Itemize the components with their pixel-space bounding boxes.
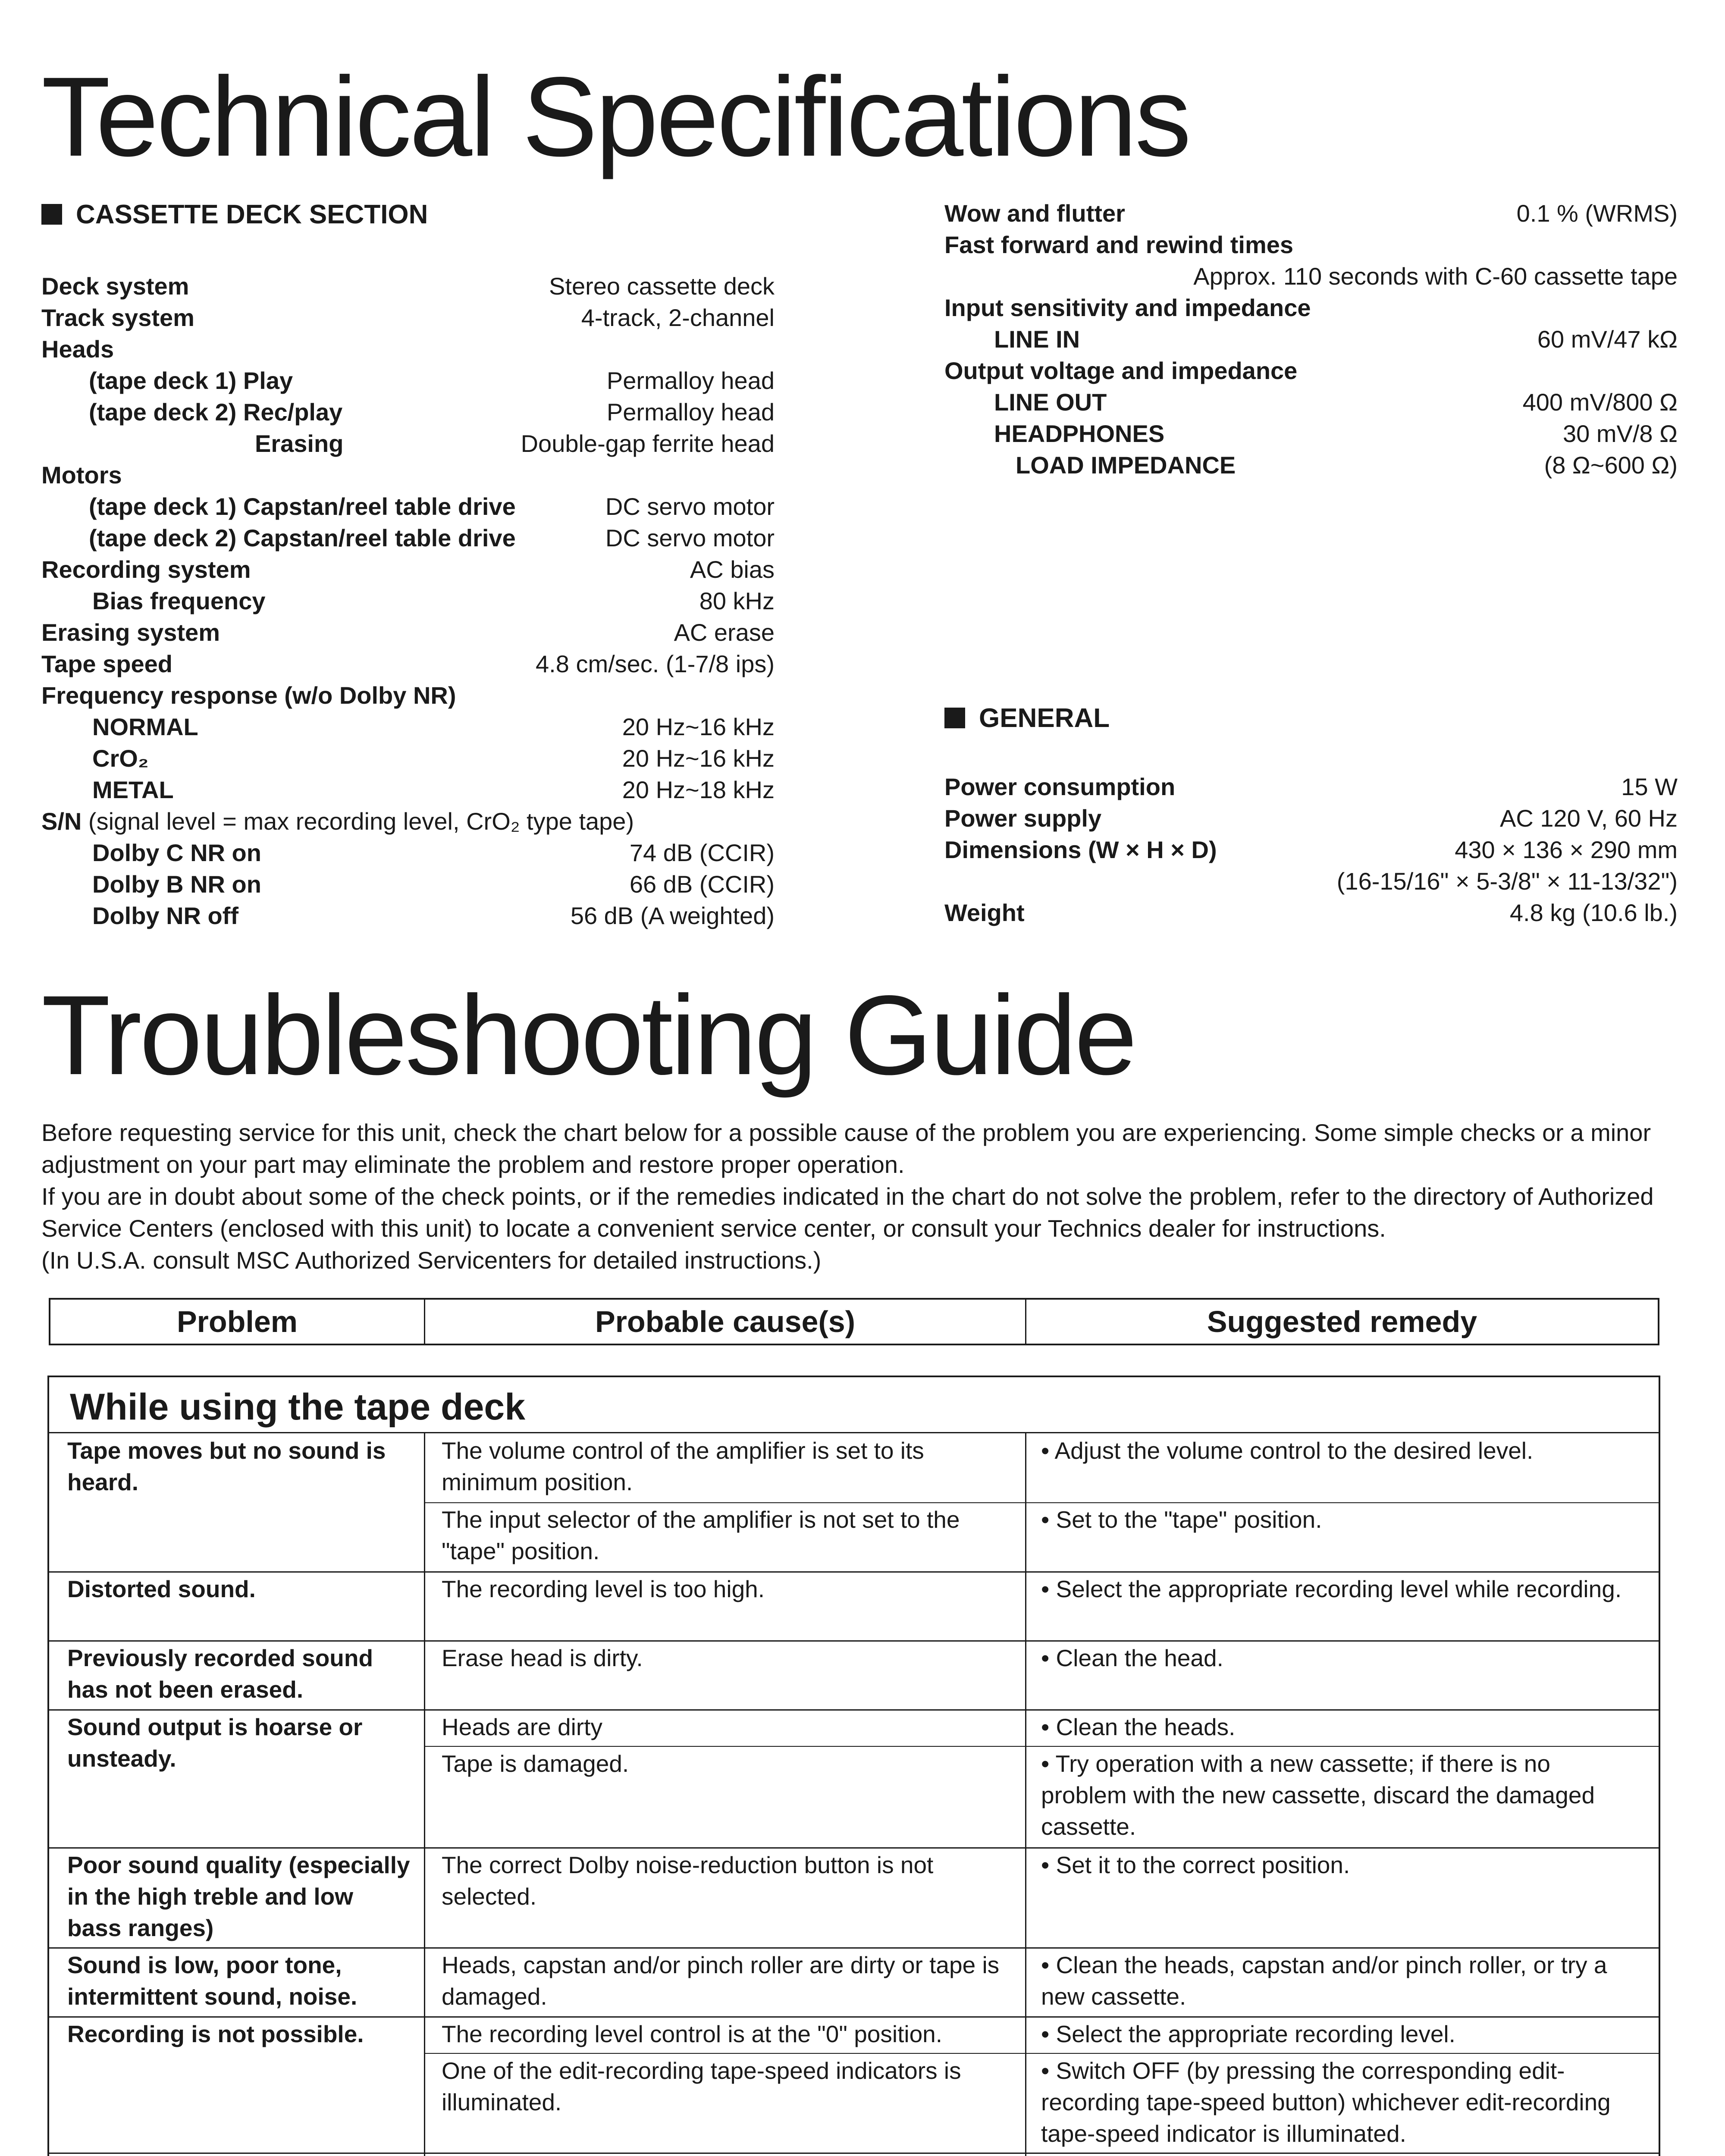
spec-row: Deck system Stereo cassette deck <box>41 273 775 300</box>
remedy-text: • Clean the heads, capstan and/or pinch roller, or try a new cassette. <box>1041 1952 1607 2010</box>
spec-row: Frequency response (w/o Dolby NR) <box>41 682 456 709</box>
problem-text: Sound output is hoarse or unsteady. <box>67 1714 363 1772</box>
remedy-text: • Set to the "tape" position. <box>1041 1506 1322 1533</box>
problem-text: Tape moves but no sound is heard. <box>67 1437 386 1495</box>
general-spec-list <box>944 771 1678 928</box>
spec-row: Output voltage and impedance <box>944 357 1298 384</box>
cause-text: One of the edit-recording tape-speed indicators is illuminated. <box>442 2057 961 2115</box>
cause-text: Heads are dirty <box>442 1714 602 1740</box>
intro-paragraph: Before requesting service for this unit, check the chart below for a possible cause of the problem you are experiencing. Some simple checks or a minor adjustment on your part may eliminate the problem and restore proper operation. <box>41 1119 1651 1178</box>
spec-row: Weight 4.8 kg (10.6 lb.) <box>944 899 1678 926</box>
remedy-text: • Select the appropriate recording level. <box>1041 2021 1455 2047</box>
spec-row: Recording system AC bias <box>41 556 775 583</box>
spec-row: LINE OUT 400 mV/800 Ω <box>994 389 1678 416</box>
cassette-spec-list <box>41 270 775 931</box>
spec-row: METAL 20 Hz~18 kHz <box>92 776 775 803</box>
spec-row: Erasing system AC erase <box>41 619 775 646</box>
spec-row: Power consumption 15 W <box>944 773 1678 800</box>
problem-text: Sound is low, poor tone, intermittent sound, noise. <box>67 1952 358 2010</box>
spec-row: Fast forward and rewind times <box>944 231 1294 258</box>
remedy-text: • Switch OFF (by pressing the corresponding edit-recording tape-speed button) whichever edit-recording tape-speed indicator is illuminated. <box>1041 2057 1611 2147</box>
spec-row: Bias frequency 80 kHz <box>92 587 775 614</box>
spec-row: HEADPHONES 30 mV/8 Ω <box>994 420 1678 447</box>
spec-row: S/N (signal level = max recording level, CrO₂ type tape) <box>41 808 634 835</box>
intro-paragraph: If you are in doubt about some of the check points, or if the remedies indicated in the chart do not solve the problem, refer to the directory of Authorized Service Centers (enclosed with this unit) to locate a convenient service center, or consult your Technics dealer for instructions. <box>41 1183 1654 1242</box>
remedy-text: • Select the appropriate recording level while recording. <box>1041 1576 1622 1602</box>
header-remedy: Suggested remedy <box>1207 1305 1477 1338</box>
remedy-text: • Clean the head. <box>1041 1645 1223 1671</box>
cause-text: Heads, capstan and/or pinch roller are dirty or tape is damaged. <box>442 1952 1000 2010</box>
spec-row: Power supply AC 120 V, 60 Hz <box>944 805 1678 832</box>
square-bullet-icon <box>41 204 62 225</box>
problem-text: Poor sound quality (especially in the high treble and low bass ranges) <box>67 1852 410 1941</box>
spec-row: Dimensions (W × H × D) 430 × 136 × 290 mm <box>944 836 1678 863</box>
header-problem: Problem <box>176 1305 298 1338</box>
table-header <box>49 1298 1659 1345</box>
general-section-heading: GENERAL <box>944 703 1110 733</box>
cause-text: The recording level control is at the "0" position. <box>442 2021 943 2047</box>
troubleshooting-intro <box>41 1117 1680 1276</box>
spec-row: Approx. 110 seconds with C-60 cassette tape <box>1193 263 1678 290</box>
spec-row: (tape deck 2) Capstan/reel table drive DC servo motor <box>89 524 775 552</box>
spec-row: Erasing Double-gap ferrite head <box>255 430 775 457</box>
spec-row: (tape deck 1) Capstan/reel table drive DC servo motor <box>89 493 775 520</box>
remedy-text: • Adjust the volume control to the desired level. <box>1041 1437 1534 1464</box>
cause-text: The volume control of the amplifier is set to its minimum position. <box>442 1437 924 1495</box>
spec-row: (tape deck 1) Play Permalloy head <box>89 367 775 394</box>
cause-text: Erase head is dirty. <box>442 1645 643 1671</box>
cause-text: Tape is damaged. <box>442 1750 629 1777</box>
spec-row: Dolby NR off 56 dB (A weighted) <box>92 902 775 929</box>
cause-text: The recording level is too high. <box>442 1576 765 1602</box>
remedy-text: • Clean the heads. <box>1041 1714 1236 1740</box>
troubleshooting-table <box>47 1376 1660 2156</box>
cassette-section-heading: CASSETTE DECK SECTION <box>41 199 428 230</box>
spec-row: Motors <box>41 461 122 489</box>
cause-text: The input selector of the amplifier is not set to the "tape" position. <box>442 1506 960 1564</box>
spec-row: Wow and flutter 0.1 % (WRMS) <box>944 200 1678 227</box>
header-cause: Probable cause(s) <box>595 1305 855 1338</box>
spec-row: Dolby C NR on 74 dB (CCIR) <box>92 839 775 866</box>
spec-row: LINE IN 60 mV/47 kΩ <box>994 326 1678 353</box>
intro-paragraph: (In U.S.A. consult MSC Authorized Servicenters for detailed instructions.) <box>41 1247 822 1274</box>
spec-row: LOAD IMPEDANCE (8 Ω~600 Ω) <box>1016 451 1678 479</box>
problem-text: Distorted sound. <box>67 1576 256 1602</box>
group-title: While using the tape deck <box>70 1386 526 1428</box>
remedy-text: • Set it to the correct position. <box>1041 1852 1350 1878</box>
problem-text: Previously recorded sound has not been erased. <box>67 1645 373 1703</box>
spec-row: Dolby B NR on 66 dB (CCIR) <box>92 871 775 898</box>
spec-row: (16-15/16" × 5-3/8" × 11-13/32") <box>1336 868 1678 895</box>
tech-spec-title: Technical Specifications <box>41 53 1189 180</box>
spec-row: Input sensitivity and impedance <box>944 294 1311 321</box>
spec-row: Track system 4-track, 2-channel <box>41 304 775 331</box>
deck-spec-list-right <box>944 197 1678 481</box>
square-bullet-icon <box>944 708 965 728</box>
spec-row: Heads <box>41 335 114 363</box>
spec-row: NORMAL 20 Hz~16 kHz <box>92 713 775 740</box>
spec-row: CrO₂ 20 Hz~16 kHz <box>92 745 775 772</box>
spec-row: Tape speed 4.8 cm/sec. (1-7/8 ips) <box>41 650 775 677</box>
remedy-text: • Try operation with a new cassette; if there is no problem with the new cassette, discard the damaged cassette. <box>1041 1750 1595 1840</box>
spec-row: (tape deck 2) Rec/play Permalloy head <box>89 398 775 426</box>
cause-text: The correct Dolby noise-reduction button is not selected. <box>442 1852 934 1910</box>
troubleshooting-title: Troubleshooting Guide <box>41 972 1135 1098</box>
problem-text: Recording is not possible. <box>67 2021 364 2047</box>
